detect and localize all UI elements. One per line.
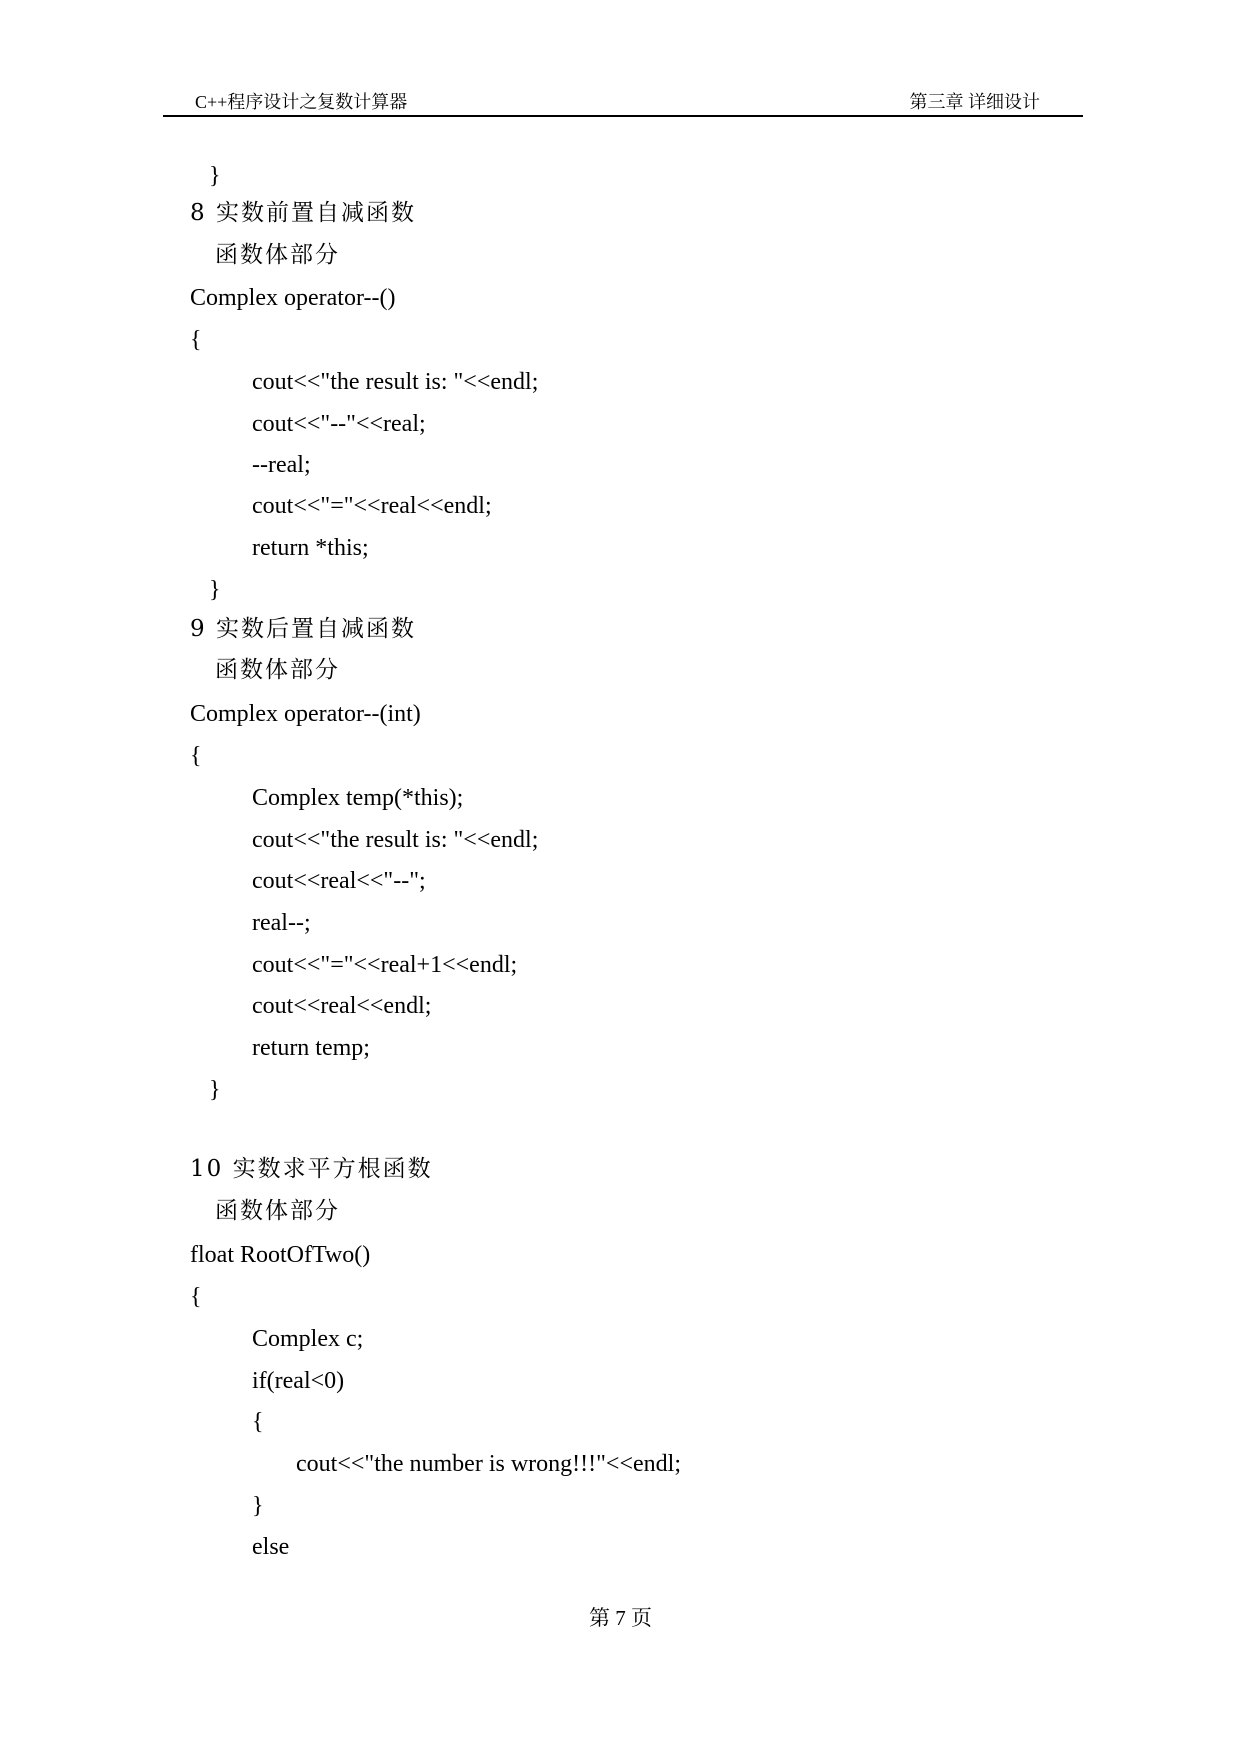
code-line: {	[252, 1409, 264, 1435]
code-line: else	[252, 1534, 290, 1560]
code-line: {	[190, 327, 202, 353]
code-line: }	[252, 1493, 264, 1519]
code-line: cout<<"the result is: "<<endl;	[252, 827, 539, 853]
code-line: cout<<"--"<<real;	[252, 411, 426, 437]
document-title: C++程序设计之复数计算器	[195, 92, 408, 112]
code-line: cout<<real<<"--";	[252, 868, 426, 894]
section-heading: 10 实数求平方根函数	[190, 1156, 433, 1182]
code-line: if(real<0)	[252, 1368, 345, 1394]
chapter-title: 第三章 详细设计	[909, 92, 1040, 112]
code-line: Complex temp(*this);	[252, 785, 464, 811]
code-line: cout<<real<<endl;	[252, 993, 432, 1019]
code-line: }	[209, 1077, 221, 1103]
code-line: real--;	[252, 910, 311, 936]
section-subheading: 函数体部分	[215, 657, 340, 683]
code-line: }	[209, 577, 221, 603]
page-number: 第 7 页	[589, 1606, 652, 1630]
code-line: cout<<"the result is: "<<endl;	[252, 369, 539, 395]
code-line: Complex operator--(int)	[190, 701, 421, 727]
section-heading: 9 实数后置自减函数	[190, 616, 416, 642]
code-line: --real;	[252, 452, 311, 478]
code-line: float RootOfTwo()	[190, 1242, 371, 1268]
code-line: return *this;	[252, 535, 369, 561]
code-line: cout<<"="<<real<<endl;	[252, 493, 492, 519]
code-line: {	[190, 1284, 202, 1310]
code-line: {	[190, 743, 202, 769]
section-subheading: 函数体部分	[215, 242, 340, 268]
code-line: cout<<"the number is wrong!!!"<<endl;	[296, 1451, 681, 1477]
code-line: return temp;	[252, 1035, 370, 1061]
code-line: }	[209, 163, 221, 189]
section-heading: 8 实数前置自减函数	[190, 200, 416, 226]
code-line: Complex operator--()	[190, 285, 396, 311]
code-line: cout<<"="<<real+1<<endl;	[252, 952, 518, 978]
section-subheading: 函数体部分	[215, 1198, 340, 1224]
code-line: Complex c;	[252, 1326, 364, 1352]
